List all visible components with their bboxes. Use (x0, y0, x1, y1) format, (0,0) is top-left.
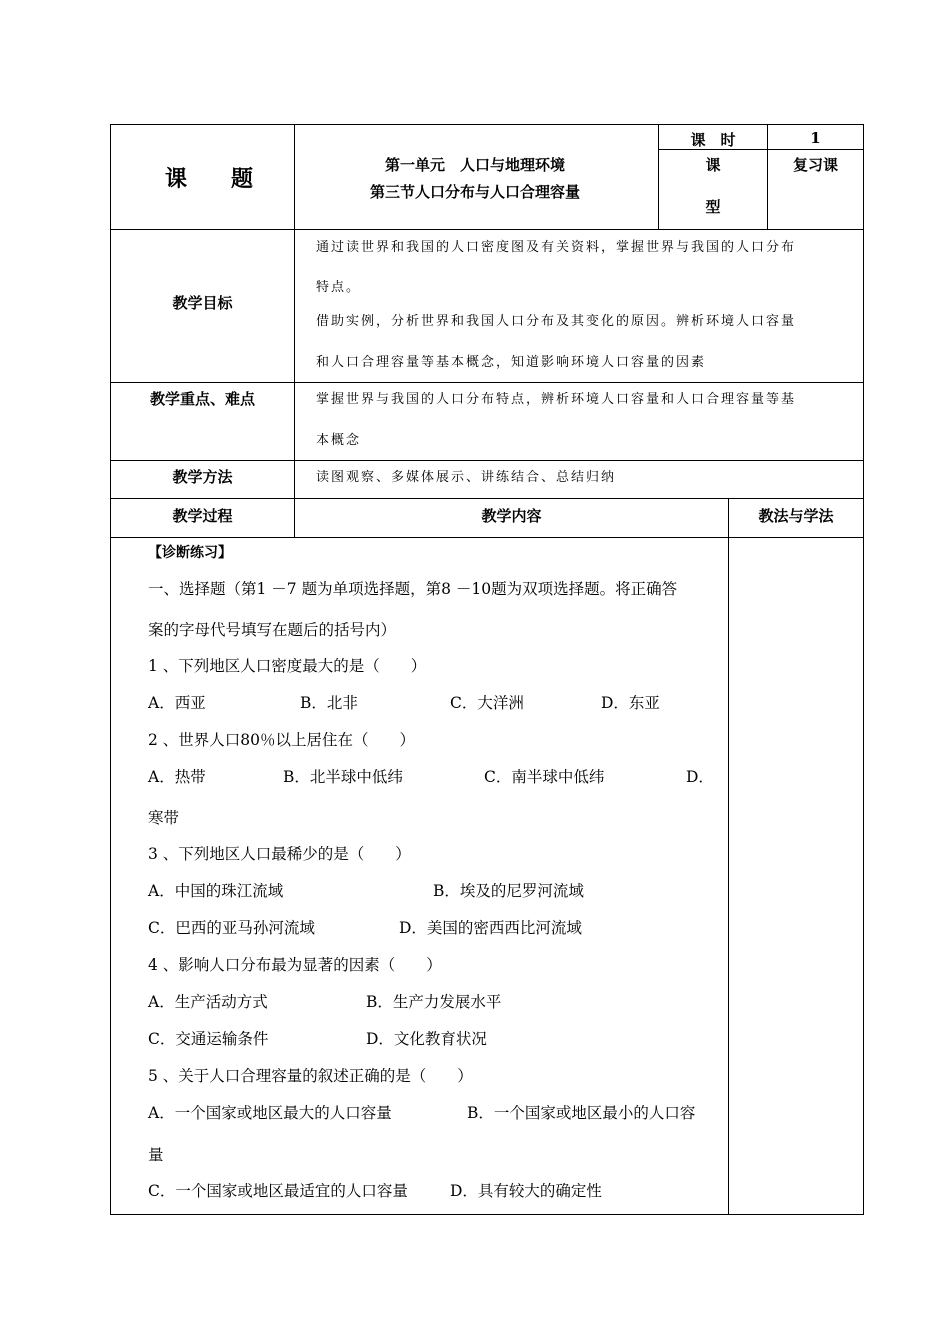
type-label-2: 型 (705, 198, 721, 216)
q2-option-a: A．热带 (148, 768, 206, 786)
question-4: 4 、影响人口分布最为显著的因素（ ） (148, 956, 442, 974)
section-title: 第三节人口分布与人口合理容量 (369, 183, 580, 201)
q5-option-b-cont: 量 (148, 1146, 164, 1164)
table-rule (110, 460, 864, 461)
q3-option-a: A．中国的珠江流域 (148, 882, 284, 900)
content-header: 教学内容 (481, 507, 542, 525)
question-1: 1 、下列地区人口密度最大的是（ ） (148, 657, 427, 675)
q5-option-d: D．具有较大的确定性 (450, 1182, 602, 1200)
table-border-right (863, 124, 864, 1215)
table-border-top (110, 124, 864, 125)
hours-value: 1 (810, 129, 821, 147)
table-rule (728, 498, 729, 1215)
key-points-text-1: 掌握世界与我国的人口分布特点，辨析环境人口容量和人口合理容量等基 (316, 392, 797, 407)
key-points-text-2: 本概念 (316, 433, 362, 448)
question-3: 3 、下列地区人口最稀少的是（ ） (148, 845, 411, 863)
table-rule (110, 498, 864, 499)
method-header: 教法与学法 (758, 507, 834, 525)
q1-option-b: B．北非 (300, 694, 358, 712)
table-rule (110, 382, 864, 383)
table-border-left (110, 124, 111, 1215)
q4-option-c: C．交通运输条件 (148, 1030, 269, 1048)
q1-option-d: D．东亚 (601, 694, 660, 712)
q5-option-a: A．一个国家或地区最大的人口容量 (148, 1104, 392, 1122)
type-label: 课 (705, 156, 721, 174)
table-rule (294, 124, 295, 537)
table-border-bottom (110, 1214, 864, 1215)
goals-text-1: 通过读世界和我国的人口密度图及有关资料，掌握世界与我国的人口分布 (316, 240, 797, 255)
goals-text-4: 和人口合理容量等基本概念，知道影响环境人口容量的因素 (316, 355, 707, 370)
hours-label: 课 时 (690, 131, 736, 149)
diagnostic-section-title: 【诊断练习】 (148, 545, 232, 561)
type-value: 复习课 (792, 156, 838, 174)
q4-option-d: D．文化教育状况 (366, 1030, 487, 1048)
process-label: 教学过程 (172, 507, 233, 525)
question-2: 2 、世界人口80％以上居住在（ ） (148, 731, 416, 749)
q5-option-b: B．一个国家或地区最小的人口容 (467, 1104, 696, 1122)
q2-option-c: C．南半球中低纬 (484, 768, 605, 786)
table-rule (110, 537, 864, 538)
q3-option-d: D．美国的密西西比河流域 (399, 919, 582, 937)
key-points-label: 教学重点、难点 (149, 390, 255, 408)
intro-line-2: 案的字母代号填写在题后的括号内） (148, 621, 397, 639)
goals-text-3: 借助实例，分析世界和我国人口分布及其变化的原因。辨析环境人口容量 (316, 314, 797, 329)
q4-option-b: B．生产力发展水平 (366, 993, 502, 1011)
q1-option-a: A．西亚 (148, 694, 206, 712)
q2-option-d-cont: 寒带 (148, 809, 180, 827)
q1-option-c: C．大洋洲 (450, 694, 524, 712)
goals-label: 教学目标 (172, 294, 233, 312)
q3-option-c: C．巴西的亚马孙河流域 (148, 919, 315, 937)
method-text: 读图观察、多媒体展示、讲练结合、总结归纳 (316, 470, 617, 485)
title-label: 课 题 (165, 166, 254, 192)
q2-option-d: D． (686, 768, 714, 786)
q4-option-a: A．生产活动方式 (148, 993, 268, 1011)
goals-text-2: 特点。 (316, 280, 362, 295)
method-label: 教学方法 (172, 468, 233, 486)
table-rule (110, 229, 864, 230)
q3-option-b: B．埃及的尼罗河流域 (433, 882, 584, 900)
unit-title: 第一单元 人口与地理环境 (384, 156, 565, 174)
question-5: 5 、关于人口合理容量的叙述正确的是（ ） (148, 1067, 473, 1085)
intro-line-1: 一、选择题（第1 －7 题为单项选择题，第8 －10题为双项选择题。将正确答 (148, 580, 678, 598)
q2-option-b: B．北半球中低纬 (283, 768, 403, 786)
q5-option-c: C．一个国家或地区最适宜的人口容量 (148, 1182, 408, 1200)
